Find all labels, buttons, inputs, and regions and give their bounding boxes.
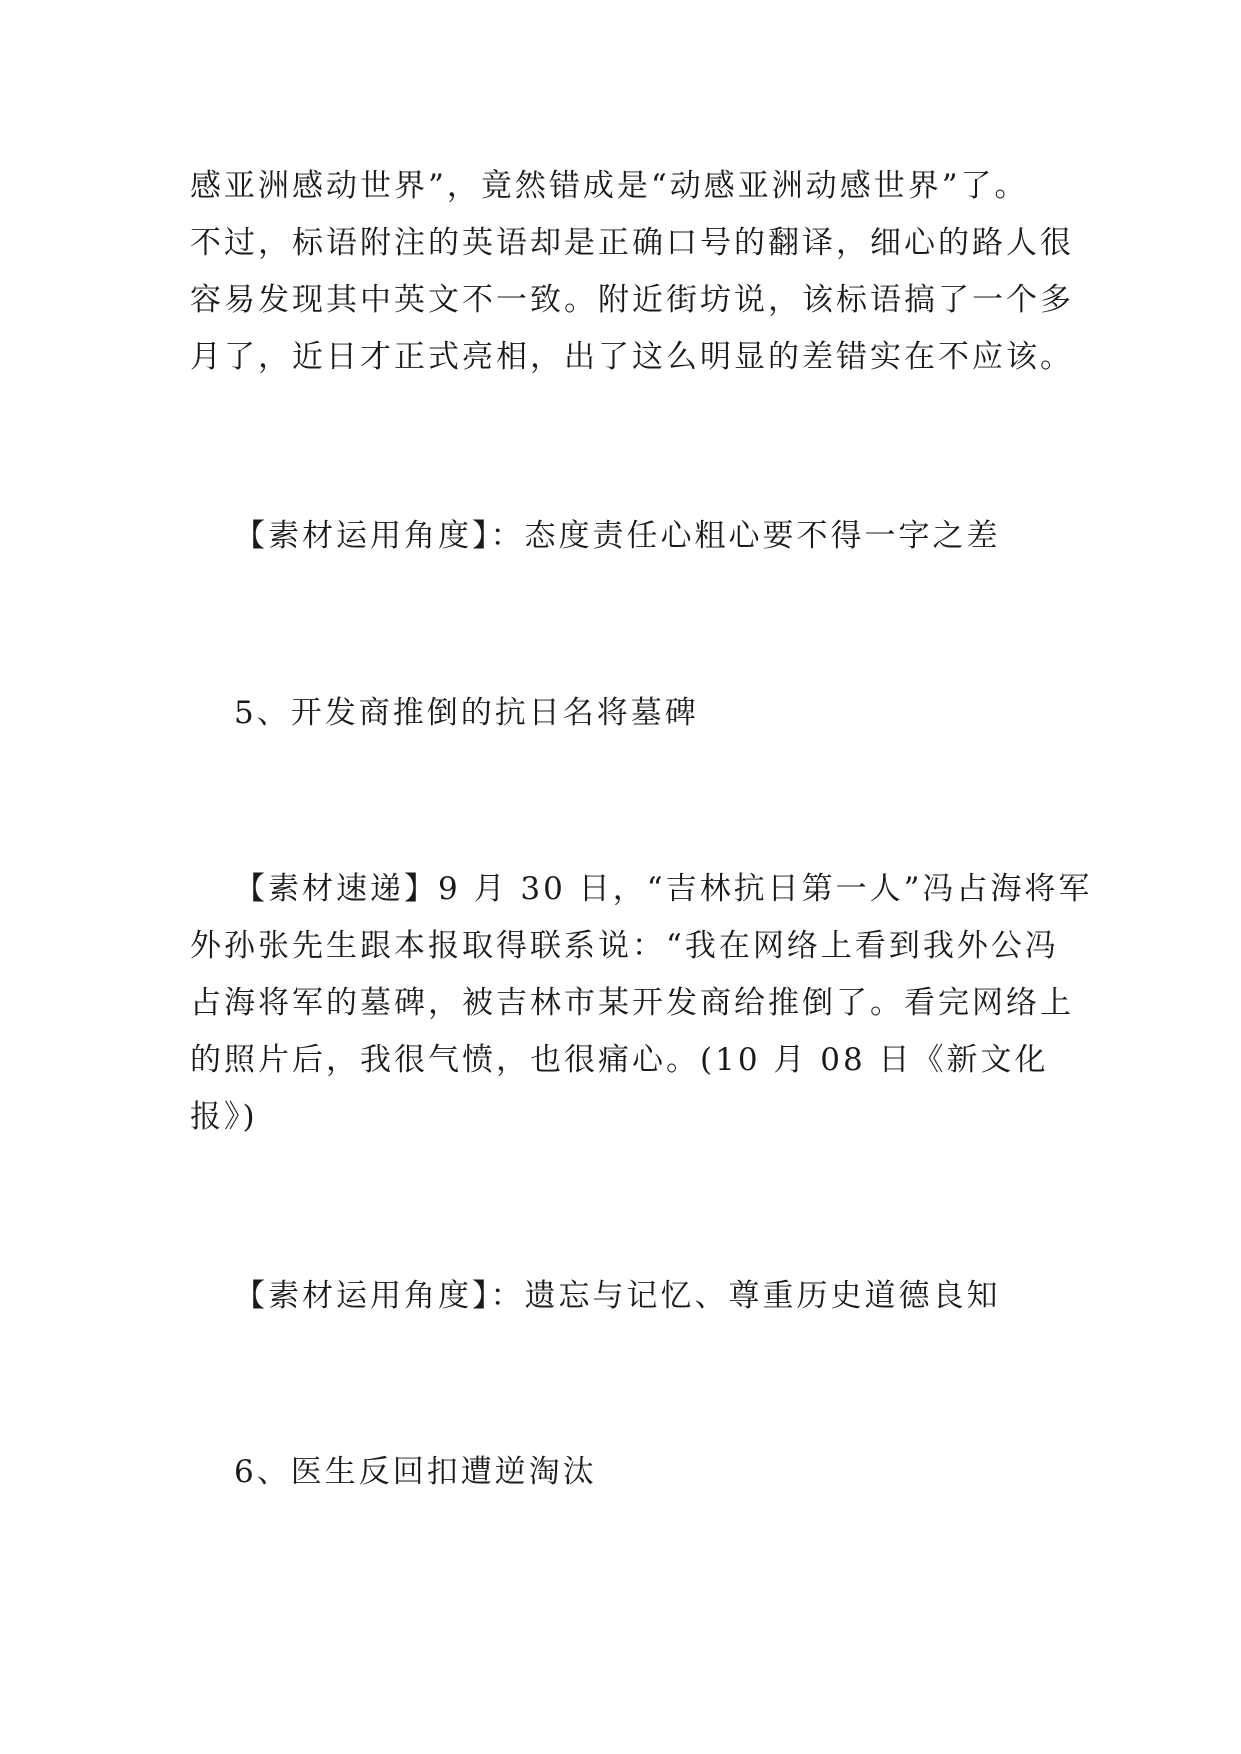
paragraph-material-express <box>190 861 1093 1146</box>
text-line: 报》) <box>190 1099 258 1135</box>
text-line: 月了，近日才正式亮相，出了这么明显的差错实在不应该。 <box>190 339 1074 375</box>
paragraph-usage-angle-1 <box>190 508 1070 565</box>
text-line: 【素材运用角度】：遗忘与记忆、尊重历史道德良知 <box>234 1278 1001 1314</box>
text-line: 的照片后，我很气愤，也很痛心。(10 月 08 日《新文化 <box>190 1042 1049 1078</box>
paragraph-usage-angle-2 <box>190 1268 1070 1325</box>
text-line: 感亚洲感动世界”，竟然错成是“动感亚洲动感世界”了。 <box>190 168 1029 204</box>
heading-text: 5、开发商推倒的抗日名将墓碑 <box>234 695 699 731</box>
section-heading-6 <box>190 1444 1070 1501</box>
text-line: 占海将军的墓碑，被吉林市某开发商给推倒了。看完网络上 <box>190 985 1074 1021</box>
paragraph-slogan-error <box>190 158 1074 386</box>
text-line: 外孙张先生跟本报取得联系说：“我在网络上看到我外公冯 <box>190 928 1059 964</box>
text-line: 容易发现其中英文不一致。附近街坊说，该标语搞了一个多 <box>190 282 1074 318</box>
text-line: 【素材速递】9 月 30 日，“吉林抗日第一人”冯占海将军 <box>234 871 1093 907</box>
heading-text: 6、医生反回扣遭逆淘汰 <box>234 1454 597 1490</box>
text-line: 不过，标语附注的英语却是正确口号的翻译，细心的路人很 <box>190 225 1074 261</box>
section-heading-5 <box>190 685 1070 742</box>
text-line: 【素材运用角度】：态度责任心粗心要不得一字之差 <box>234 518 1001 554</box>
